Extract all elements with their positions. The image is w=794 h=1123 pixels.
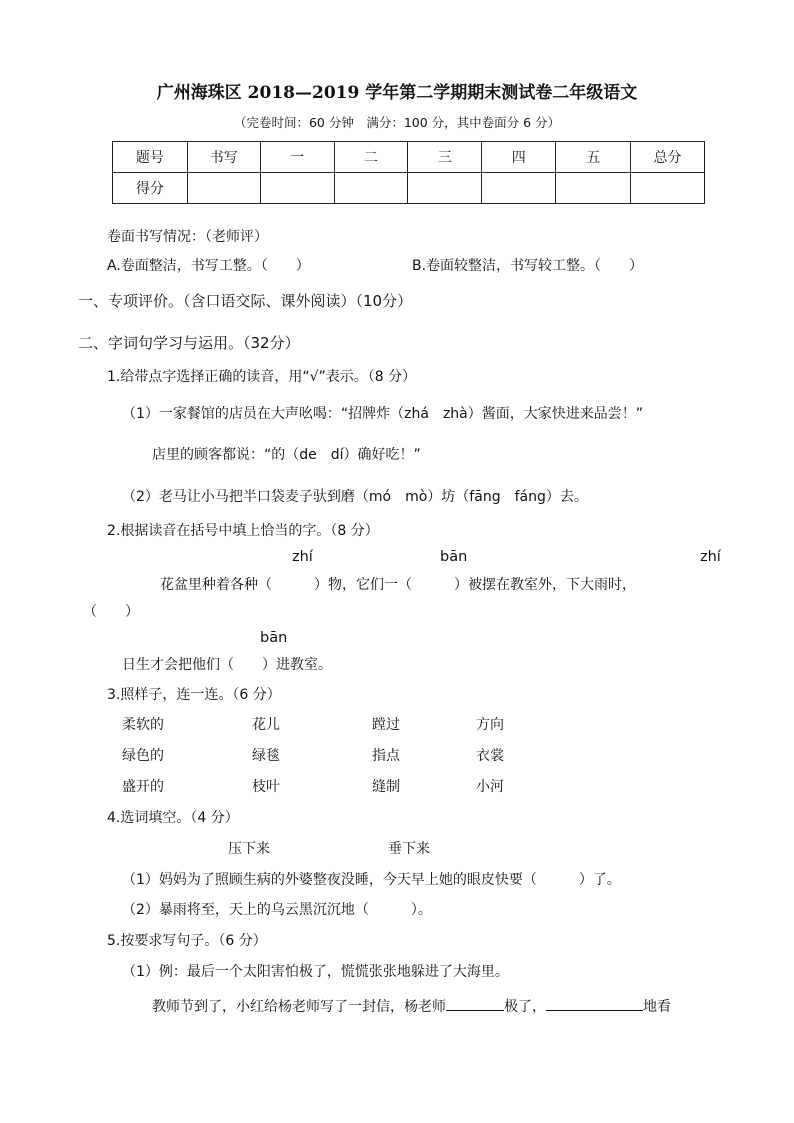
score-table-header-cell: 四 (482, 142, 556, 173)
score-cell-total[interactable] (631, 173, 705, 204)
score-table-header-cell: 二 (334, 142, 408, 173)
score-cell-section-3[interactable] (408, 173, 482, 204)
q3-word[interactable]: 指点 (372, 748, 400, 764)
score-table-header-cell: 一 (260, 142, 334, 173)
q3-word[interactable]: 蹚过 (372, 717, 400, 733)
score-table-header-row (113, 142, 705, 173)
q4-word-option-2: 垂下来 (388, 841, 430, 857)
q3-word[interactable]: 方向 (476, 717, 504, 733)
q3-word[interactable]: 盛开的 (122, 779, 164, 795)
handwriting-label: 卷面书写情况：（老师评） (107, 229, 268, 245)
score-table-header-cell: 三 (408, 142, 482, 173)
q5-sentence-part-a: 教师节到了，小红给杨老师写了一封信，杨老师 (152, 999, 446, 1015)
score-table-header-cell: 书写 (187, 142, 260, 173)
score-row-label: 得分 (113, 173, 188, 204)
q1-heading: 1.给带点字选择正确的读音，用“√”表示。（8 分） (107, 369, 417, 385)
score-cell-section-1[interactable] (260, 173, 334, 204)
score-table (112, 141, 705, 204)
handwriting-option-a[interactable]: A.卷面整洁，书写工整。（ ） (107, 258, 310, 274)
score-table-header-cell: 五 (556, 142, 631, 173)
q5-sentence (152, 996, 671, 1014)
q2-sentence-line-1: 花盆里种着各种（ ）物，它们一（ ）被摆在教室外，下大雨时， (160, 577, 636, 593)
q1-item-2: （2）老马让小马把半口袋麦子驮到磨（mó mò）坊（fāng fáng）去。 (122, 489, 588, 505)
section-1-heading: 一、专项评价。（含口语交际、课外阅读）（10分） (78, 292, 413, 310)
q4-word-option-1: 压下来 (228, 841, 270, 857)
score-cell-section-5[interactable] (556, 173, 631, 204)
q1-item-1: （1）一家餐馆的店员在大声吆喝：“招牌炸（zhá zhà）酱面，大家快进来品尝！” (122, 406, 644, 422)
exam-subtitle: （完卷时间：60 分钟 满分：100 分，其中卷面分 6 分） (233, 115, 561, 130)
q3-word[interactable]: 绿色的 (122, 748, 164, 764)
q2-pinyin-1: zhí (292, 549, 313, 565)
q3-word[interactable]: 枝叶 (252, 779, 280, 795)
q3-word[interactable]: 绿毯 (252, 748, 280, 764)
q3-word[interactable]: 小河 (476, 779, 504, 795)
q2-pinyin-4: bān (260, 630, 288, 646)
q5-sentence-part-b: 极了， (504, 999, 546, 1015)
q5-blank-2[interactable] (546, 996, 643, 1011)
score-cell-section-4[interactable] (482, 173, 556, 204)
handwriting-option-b[interactable]: B.卷面较整洁，书写较工整。（ ） (412, 258, 644, 274)
q5-sentence-part-c: 地看 (643, 999, 671, 1015)
q2-pinyin-3: zhí (700, 549, 721, 565)
q4-item-2: （2）暴雨将至，天上的乌云黑沉沉地（ ）。 (122, 902, 432, 918)
q2-heading: 2.根据读音在括号中填上恰当的字。（8 分） (107, 523, 379, 539)
score-table-header-cell: 题号 (113, 142, 188, 173)
q2-sentence-line-3: 日生才会把他们（ ）进教室。 (122, 657, 332, 673)
q3-word[interactable]: 柔软的 (122, 717, 164, 733)
section-2-heading: 二、字词句学习与运用。（32分） (78, 334, 300, 352)
score-cell-writing[interactable] (187, 173, 260, 204)
q5-example: （1）例：最后一个太阳害怕极了，慌慌张张地躲进了大海里。 (122, 964, 509, 980)
q3-word[interactable]: 缝制 (372, 779, 400, 795)
q3-word[interactable]: 花儿 (252, 717, 280, 733)
exam-title: 广州海珠区 2018—2019 学年第二学期期末测试卷二年级语文 (156, 83, 638, 103)
q2-pinyin-2: bān (440, 549, 468, 565)
q4-heading: 4.选词填空。（4 分） (107, 810, 239, 826)
score-table-header-cell: 总分 (631, 142, 705, 173)
q4-item-1: （1）妈妈为了照顾生病的外婆整夜没睡，今天早上她的眼皮快要（ ）了。 (122, 872, 621, 888)
q5-blank-1[interactable] (446, 996, 504, 1011)
q3-heading: 3.照样子，连一连。（6 分） (107, 687, 281, 703)
q5-heading: 5.按要求写句子。（6 分） (107, 933, 267, 949)
q3-word[interactable]: 衣裳 (476, 748, 504, 764)
score-cell-section-2[interactable] (334, 173, 408, 204)
q1-item-1-continued: 店里的顾客都说：“的（de dí）确好吃！” (152, 447, 421, 463)
q2-sentence-line-2: （ ） (83, 604, 139, 620)
score-table-score-row (113, 173, 705, 204)
